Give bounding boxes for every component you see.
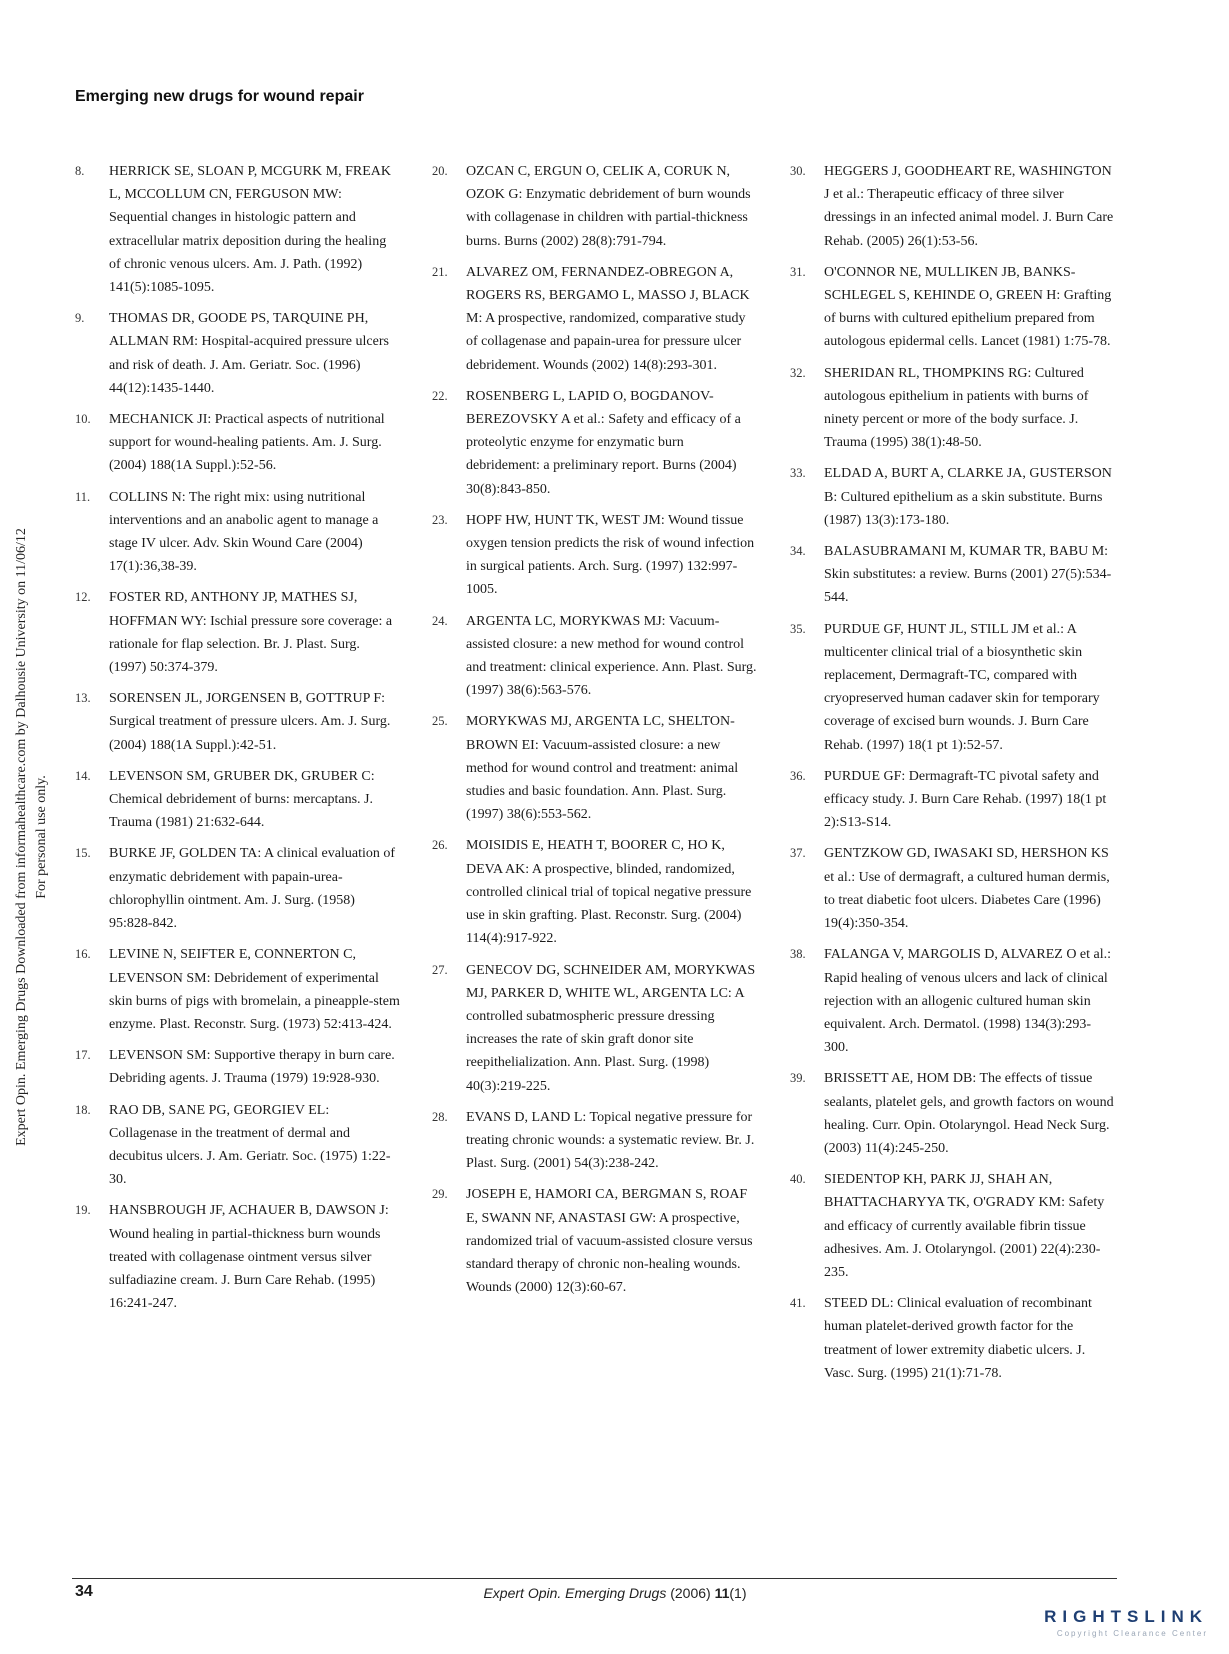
reference-text: MECHANICK JI: Practical aspects of nutritional support for wound-healing patients. Am. J. Surg. (2004) 188(1A Suppl.):52-56. xyxy=(109,412,385,474)
reference-text: BRISSETT AE, HOM DB: The effects of tissue sealants, platelet gels, and growth factors on wound healing. Curr. Opin. Otolaryngol. Head Neck Surg. (2003) 11(4):245-250. xyxy=(824,1071,1114,1156)
reference-number: 11. xyxy=(75,489,91,504)
reference-number: 29. xyxy=(432,1187,448,1202)
footer-divider xyxy=(72,1578,1117,1579)
reference-item xyxy=(790,362,1115,455)
reference-number: 10. xyxy=(75,412,91,427)
reference-number: 14. xyxy=(75,768,91,783)
running-header: Emerging new drugs for wound repair xyxy=(75,88,364,105)
reference-item xyxy=(790,1292,1115,1385)
reference-item xyxy=(432,710,757,826)
reference-text: LEVINE N, SEIFTER E, CONNERTON C, LEVENSON SM: Debridement of experimental skin burns of pigs with bromelain, a pineapple-stem enzyme. Plast. Reconstr. Surg. (1973) 52:413-424. xyxy=(109,947,400,1032)
reference-number: 40. xyxy=(790,1172,806,1187)
reference-number: 41. xyxy=(790,1296,806,1311)
reference-list xyxy=(432,160,757,1299)
reference-number: 35. xyxy=(790,621,806,636)
reference-text: ROSENBERG L, LAPID O, BOGDANOV-BEREZOVSKY A et al.: Safety and efficacy of a proteolytic enzyme for enzymatic burn debridement: a preliminary report. Burns (2004) 30(8):843-850. xyxy=(466,388,741,497)
reference-number: 38. xyxy=(790,947,806,962)
reference-item xyxy=(790,261,1115,354)
reference-text: RAO DB, SANE PG, GEORGIEV EL: Collagenase in the treatment of dermal and decubitus ulcers. J. Am. Geriatr. Soc. (1975) 1:22-30. xyxy=(109,1102,391,1188)
reference-item xyxy=(75,408,400,478)
reference-number: 20. xyxy=(432,164,448,178)
reference-item xyxy=(790,1067,1115,1160)
rightslink-logo xyxy=(988,1607,1208,1651)
reference-number: 27. xyxy=(432,962,448,977)
reference-text: HOPF HW, HUNT TK, WEST JM: Wound tissue oxygen tension predicts the risk of wound infection in surgical patients. Arch. Surg. (1997) 132:997-1005. xyxy=(466,512,755,598)
reference-item xyxy=(432,261,757,377)
rightslink-wordmark: RIGHTSLINK xyxy=(1044,1607,1208,1626)
reference-item xyxy=(75,842,400,935)
reference-number: 24. xyxy=(432,613,448,628)
reference-column-2 xyxy=(432,160,757,1307)
reference-list xyxy=(75,160,400,1315)
reference-number: 37. xyxy=(790,846,806,861)
reference-number: 32. xyxy=(790,365,806,380)
reference-text: BALASUBRAMANI M, KUMAR TR, BABU M: Skin substitutes: a review. Burns (2001) 27(5):534-544. xyxy=(824,544,1112,606)
reference-item xyxy=(432,1106,757,1176)
reference-text: THOMAS DR, GOODE PS, TARQUINE PH, ALLMAN RM: Hospital-acquired pressure ulcers and risk of death. J. Am. Geriatr. Soc. (1996) 44(12):1435-1440. xyxy=(109,311,389,396)
reference-item xyxy=(432,610,757,703)
reference-text: COLLINS N: The right mix: using nutritional interventions and an anabolic agent to manage a stage IV ulcer. Adv. Skin Wound Care (2004) 17(1):36,38-39. xyxy=(109,489,379,575)
reference-number: 33. xyxy=(790,466,806,481)
reference-text: ARGENTA LC, MORYKWAS MJ: Vacuum-assisted closure: a new method for wound control and treatment: clinical experience. Ann. Plast. Surg. (1997) 38(6):563-576. xyxy=(466,613,757,699)
reference-item xyxy=(790,462,1115,532)
reference-number: 15. xyxy=(75,846,91,861)
reference-item xyxy=(75,1099,400,1192)
reference-text: OZCAN C, ERGUN O, CELIK A, CORUK N, OZOK G: Enzymatic debridement of burn wounds with collagenase in children with partial-thickness burns. Burns (2002) 28(8):791-794. xyxy=(466,164,751,249)
reference-number: 8. xyxy=(75,164,85,178)
reference-text: JOSEPH E, HAMORI CA, BERGMAN S, ROAF E, SWANN NF, ANASTASI GW: A prospective, randomized trial of vacuum-assisted closure versus standard therapy of chronic non-healing wounds. Wounds (2000) 12(3):60-67. xyxy=(466,1187,753,1296)
reference-text: LEVENSON SM: Supportive therapy in burn care. Debriding agents. J. Trauma (1979) 19:928-930. xyxy=(109,1048,395,1087)
reference-number: 18. xyxy=(75,1102,91,1117)
reference-text: HERRICK SE, SLOAN P, MCGURK M, FREAK L, MCCOLLUM CN, FERGUSON MW: Sequential changes in histologic pattern and extracellular matrix deposition during the healing of chronic venous ulcers. Am. J. Path. (1992) 141(5):1085-1095. xyxy=(109,164,391,296)
reference-text: STEED DL: Clinical evaluation of recombinant human platelet-derived growth factor for the treatment of lower extremity diabetic ulcers. J. Vasc. Surg. (1995) 21(1):71-78. xyxy=(824,1296,1092,1381)
reference-text: EVANS D, LAND L: Topical negative pressure for treating chronic wounds: a systematic review. Br. J. Plast. Surg. (2001) 54(3):238-242. xyxy=(466,1109,755,1172)
reference-item xyxy=(75,160,400,299)
reference-item xyxy=(790,160,1115,253)
reference-number: 23. xyxy=(432,512,448,527)
reference-text: GENTZKOW GD, IWASAKI SD, HERSHON KS et al.: Use of dermagraft, a cultured human dermis, to treat diabetic foot ulcers. Diabetes Care (1996) 19(4):350-354. xyxy=(824,846,1110,932)
reference-text: O'CONNOR NE, MULLIKEN JB, BANKS-SCHLEGEL S, KEHINDE O, GREEN H: Grafting of burns with cultured epithelium prepared from autologous epidermal cells. Lancet (1981) 1:75-78. xyxy=(824,264,1112,350)
reference-text: HANSBROUGH JF, ACHAUER B, DAWSON J: Wound healing in partial-thickness burn wounds treated with collagenase ointment versus silver sulfadiazine cream. J. Burn Care Rehab. (1995) 16:241-247. xyxy=(109,1203,389,1312)
reference-item xyxy=(75,486,400,579)
reference-text: FOSTER RD, ANTHONY JP, MATHES SJ, HOFFMAN WY: Ischial pressure sore coverage: a rationale for flap selection. Br. J. Plast. Surg. (1997) 50:374-379. xyxy=(109,590,393,676)
reference-text: ALVAREZ OM, FERNANDEZ-OBREGON A, ROGERS RS, BERGAMO L, MASSO J, BLACK M: A prospective, randomized, comparative study of collagenase and papain-urea for pressure ulcer debridement. Wounds (2002) 14(8):293-301. xyxy=(466,264,750,373)
page-number: 34 xyxy=(75,1583,93,1600)
reference-text: MOISIDIS E, HEATH T, BOORER C, HO K, DEVA AK: A prospective, blinded, randomized, controlled clinical trial of topical negative pressure use in skin grafting. Plast. Reconstr. Surg. (2004) 114(4):917-922. xyxy=(466,838,752,947)
reference-item xyxy=(790,540,1115,610)
journal-volume: 11 xyxy=(714,1585,730,1601)
reference-number: 9. xyxy=(75,311,85,326)
reference-item xyxy=(790,842,1115,935)
reference-number: 31. xyxy=(790,264,806,279)
reference-item xyxy=(432,834,757,950)
reference-number: 39. xyxy=(790,1071,806,1086)
reference-number: 17. xyxy=(75,1048,91,1063)
reference-number: 21. xyxy=(432,264,448,279)
reference-text: ELDAD A, BURT A, CLARKE JA, GUSTERSON B: Cultured epithelium as a skin substitute. Burns (1987) 13(3):173-180. xyxy=(824,466,1112,528)
journal-year: (2006) xyxy=(666,1585,715,1601)
reference-text: PURDUE GF: Dermagraft-TC pivotal safety and efficacy study. J. Burn Care Rehab. (1997) 18(1 pt 2):S13-S14. xyxy=(824,768,1107,831)
reference-item xyxy=(790,943,1115,1059)
download-notice-line-2: For personal use only. xyxy=(34,775,49,899)
reference-text: FALANGA V, MARGOLIS D, ALVAREZ O et al.: Rapid healing of venous ulcers and lack of clinical rejection with an allogenic cultured human skin equivalent. Arch. Dermatol. (1998) 134(3):293-300. xyxy=(824,947,1112,1056)
reference-item xyxy=(432,959,757,1098)
reference-column-1 xyxy=(75,160,400,1323)
reference-text: LEVENSON SM, GRUBER DK, GRUBER C: Chemical debridement of burns: mercaptans. J. Trauma (1981) 21:632-644. xyxy=(109,768,375,831)
reference-number: 28. xyxy=(432,1109,448,1124)
reference-number: 13. xyxy=(75,691,91,706)
reference-number: 25. xyxy=(432,714,448,729)
journal-name: Expert Opin. Emerging Drugs xyxy=(483,1585,667,1601)
journal-citation xyxy=(440,1585,790,1601)
reference-item xyxy=(75,1199,400,1315)
reference-item xyxy=(75,307,400,400)
reference-number: 34. xyxy=(790,544,806,559)
reference-number: 16. xyxy=(75,947,91,962)
reference-item xyxy=(432,160,757,253)
reference-text: HEGGERS J, GOODHEART RE, WASHINGTON J et al.: Therapeutic efficacy of three silver dressings in an infected animal model. J. Burn Care Rehab. (2005) 26(1):53-56. xyxy=(824,164,1114,249)
download-notice-line-1: Expert Opin. Emerging Drugs Downloaded from informahealthcare.com by Dalhousie University on 11/06/12 xyxy=(14,528,29,1146)
reference-item xyxy=(432,385,757,501)
reference-number: 12. xyxy=(75,590,91,605)
reference-text: SIEDENTOP KH, PARK JJ, SHAH AN, BHATTACHARYYA TK, O'GRADY KM: Safety and efficacy of currently available fibrin tissue adhesives. Am. J. Otolaryngol. (2001) 22(4):230-235. xyxy=(824,1172,1105,1280)
reference-item xyxy=(790,618,1115,757)
reference-item xyxy=(75,586,400,679)
reference-number: 36. xyxy=(790,768,806,783)
reference-item xyxy=(790,765,1115,835)
reference-item xyxy=(432,1183,757,1299)
reference-text: GENECOV DG, SCHNEIDER AM, MORYKWAS MJ, PARKER D, WHITE WL, ARGENTA LC: A controlled subatmospheric pressure dressing increases the rate of skin graft donor site reepithelialization. Ann. Plast. Surg. (1998) 40(3):219-225. xyxy=(466,962,756,1094)
reference-item xyxy=(432,509,757,602)
reference-text: PURDUE GF, HUNT JL, STILL JM et al.: A multicenter clinical trial of a biosynthetic skin replacement, Dermagraft-TC, compared with cryopreserved human cadaver skin for temporary coverage of excised burn wounds. J. Burn Care Rehab. (1997) 18(1 pt 1):52-57. xyxy=(824,621,1100,753)
reference-item xyxy=(75,1044,400,1090)
reference-text: BURKE JF, GOLDEN TA: A clinical evaluation of enzymatic debridement with papain-urea-chlorophyllin ointment. Am. J. Surg. (1958) 95:828-842. xyxy=(109,846,396,932)
reference-item xyxy=(75,943,400,1036)
download-notice xyxy=(6,462,58,1212)
reference-list xyxy=(790,160,1115,1385)
rightslink-subtext: Copyright Clearance Center xyxy=(1056,1629,1208,1638)
reference-number: 26. xyxy=(432,838,448,853)
reference-text: SORENSEN JL, JORGENSEN B, GOTTRUP F: Surgical treatment of pressure ulcers. Am. J. Surg. (2004) 188(1A Suppl.):42-51. xyxy=(109,691,391,753)
reference-text: MORYKWAS MJ, ARGENTA LC, SHELTON-BROWN EI: Vacuum-assisted closure: a new method for wound control and treatment: animal studies and basic foundation. Ann. Plast. Surg. (1997) 38(6):553-562. xyxy=(466,714,739,823)
reference-item xyxy=(75,765,400,835)
reference-column-3 xyxy=(790,160,1115,1393)
reference-number: 30. xyxy=(790,164,806,178)
reference-text: SHERIDAN RL, THOMPKINS RG: Cultured autologous epithelium in patients with burns of ninety percent or more of the body surface. J. Trauma (1995) 38(1):48-50. xyxy=(824,365,1089,451)
reference-item xyxy=(75,687,400,757)
reference-number: 19. xyxy=(75,1203,91,1218)
journal-issue: (1) xyxy=(729,1585,747,1601)
reference-number: 22. xyxy=(432,388,448,403)
reference-item xyxy=(790,1168,1115,1284)
